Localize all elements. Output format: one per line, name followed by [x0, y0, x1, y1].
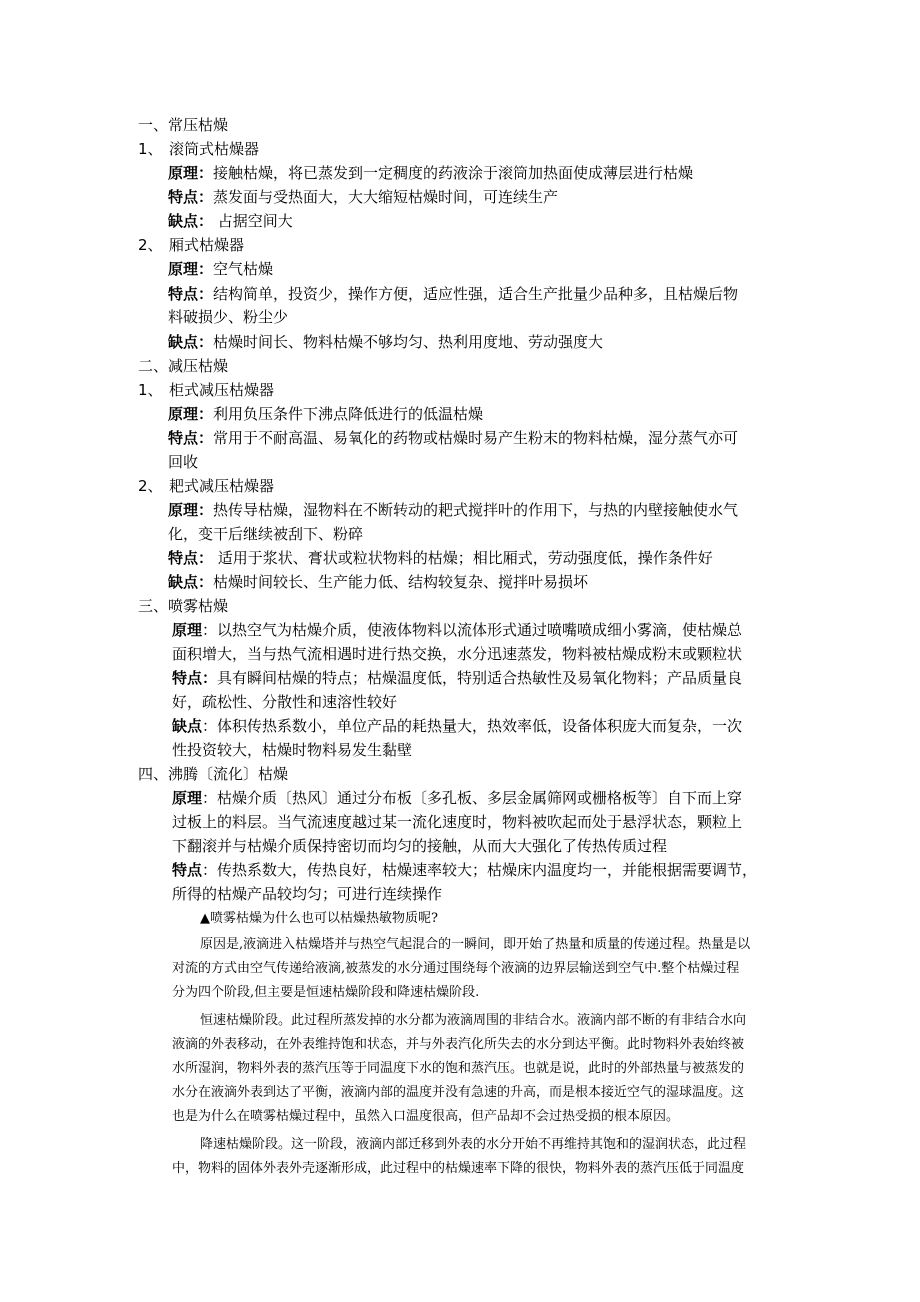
paragraph-line: 液滴的外表移动，在外表维持饱和状态，并与外表汽化所失去的水分到达平衡。此时物料外表始终被: [172, 1037, 745, 1052]
paragraph-line: 也是为什么在喷雾枯燥过程中，虽然入口温度很高，但产品却不会过热受损的根本原因。: [172, 1109, 680, 1124]
feature-label: 特点：: [172, 669, 218, 687]
principle-text-continued: 化，变干后继续被刮下、粉碎: [168, 525, 364, 543]
principle-line: [168, 498, 738, 522]
feature-label: 特点：: [168, 549, 214, 567]
item-title: 厢式枯燥器: [169, 236, 245, 254]
principle-line: [172, 786, 742, 810]
principle-text: 利用负压条件下沸点降低进行的低温枯燥: [213, 405, 484, 423]
drawback-label: 缺点：: [168, 333, 214, 351]
principle-label: 原理：: [168, 501, 214, 519]
feature-line: [172, 666, 742, 690]
principle-line: [168, 257, 273, 281]
feature-label: 特点：: [168, 285, 214, 303]
principle-text-continued: 下翻滚并与枯燥介质保持密切而均匀的接触，从而大大强化了传热传质过程: [172, 837, 668, 855]
feature-text: 常用于不耐高温、易氧化的药物或枯燥时易产生粉末的物料枯燥，湿分蒸气亦可: [213, 429, 739, 447]
principle-label: 原理：: [168, 260, 214, 278]
feature-label: 特点: [172, 861, 203, 879]
subsection-heading: [138, 137, 259, 161]
feature-text: 结构简单，投资少，操作方便，适应性强，适合生产批量少品种多，且枯燥后物: [213, 285, 739, 303]
principle-label: 原理：: [168, 405, 214, 423]
feature-line: [172, 858, 757, 882]
drawback-label: 缺点：: [168, 573, 214, 591]
drawback-label: 缺点：: [168, 212, 214, 230]
drawback-text: ：体积传热系数小，单位产品的耗热量大，热效率低，设备体积庞大而复杂，一次: [202, 717, 743, 735]
feature-line: [168, 426, 738, 450]
feature-text-continued: 料破损少、粉尘少: [168, 308, 289, 326]
principle-text: ：枯燥介质〔热风〕通过分布板〔多孔板、多层金属筛网或栅格板等〕自下而上穿: [202, 789, 743, 807]
paragraph-line: 原因是,液滴进入枯燥塔并与热空气起混合的一瞬间，即开始了热量和质量的传递过程。热量是以: [200, 937, 751, 952]
principle-line: [168, 161, 693, 185]
section-heading-4: 四、沸腾〔流化〕枯燥: [138, 765, 289, 783]
item-number: 1、: [138, 381, 163, 399]
item-number: 2、: [138, 477, 163, 495]
principle-text-continued: 面积增大，当与热气流相遇时进行热交换，水分迅速蒸发，物料被枯燥成粉末或颗粒状: [172, 645, 743, 663]
feature-text-continued: 所得的枯燥产品较均匀；可进行连续操作: [172, 885, 443, 903]
section-heading-3: 三、喷雾枯燥: [138, 597, 229, 615]
principle-label: 原理：: [168, 164, 214, 182]
feature-label: 特点：: [168, 429, 214, 447]
principle-text: 热传导枯燥，湿物料在不断转动的耙式搅拌叶的作用下，与热的内壁接触使水气: [213, 501, 739, 519]
drawback-line: [172, 714, 742, 738]
principle-text-continued: 过板上的料层。当气流速度越过某一流化速度时，物料被吹起而处于悬浮状态，颗粒上: [172, 813, 743, 831]
feature-text-continued: 好，疏松性、分散性和速溶性较好: [172, 693, 398, 711]
drawback-text: 枯燥时间较长、生产能力低、结构较复杂、搅拌叶易损坏: [213, 573, 589, 591]
drawback-text: 占据空间大: [213, 212, 293, 230]
item-title: 滚筒式枯燥器: [169, 140, 260, 158]
paragraph-line: 恒速枯燥阶段。此过程所蒸发掉的水分都为液滴周围的非结合水。液滴内部不断的有非结合水向: [200, 1013, 747, 1028]
principle-text: ：以热空气为枯燥介质，使液体物料以流体形式通过喷嘴喷成细小雾滴，使枯燥总: [202, 621, 743, 639]
principle-line: [168, 402, 483, 426]
drawback-line: [168, 209, 293, 233]
feature-text: 适用于浆状、膏状或粒状物料的枯燥；相比厢式，劳动强度低，操作条件好: [213, 549, 713, 567]
paragraph-line: 对流的方式由空气传递给液滴,被蒸发的水分通过围绕每个液滴的边界层输送到空气中.整个枯燥过程: [172, 961, 740, 976]
principle-text: 空气枯燥: [213, 260, 274, 278]
feature-text: 蒸发面与受热面大，大大缩短枯燥时间，可连续生产: [213, 188, 559, 206]
item-number: 2、: [138, 236, 163, 254]
drawback-line: [168, 330, 603, 354]
feature-text-continued: 回收: [168, 453, 199, 471]
paragraph-line: 降速枯燥阶段。这一阶段，液滴内部迁移到外表的水分开始不再维持其饱和的湿润状态，此过程: [200, 1137, 747, 1152]
feature-text: 具有瞬间枯燥的特点；枯燥温度低，特别适合热敏性及易氧化物料；产品质量良: [217, 669, 743, 687]
item-number: 1、: [138, 140, 163, 158]
paragraph-line: 水分在液滴外表到达了平衡，液滴内部的温度并没有急速的升高，而是根本接近空气的湿球温度。这: [172, 1085, 745, 1100]
section-heading-1: 一、常压枯燥: [138, 116, 229, 134]
feature-line: [168, 185, 558, 209]
feature-line: [168, 282, 738, 306]
subsection-heading: [138, 474, 274, 498]
drawback-label: 缺点: [172, 717, 203, 735]
principle-label: 原理: [172, 621, 203, 639]
feature-line: [168, 546, 713, 570]
subsection-heading: [138, 378, 274, 402]
drawback-text-continued: 性投资较大，枯燥时物料易发生黏壁: [172, 741, 413, 759]
drawback-line: [168, 570, 588, 594]
paragraph-line: 分为四个阶段,但主要是恒速枯燥阶段和降速枯燥阶段.: [172, 985, 480, 1000]
question-heading: ▲喷雾枯燥为什么也可以枯燥热敏物质呢?: [200, 911, 438, 926]
section-heading-2: 二、减压枯燥: [138, 357, 229, 375]
principle-label: 原理: [172, 789, 203, 807]
feature-text: ：传热系数大，传热良好，枯燥速率较大；枯燥床内温度均一，并能根据需要调节，: [202, 861, 758, 879]
principle-line: [172, 618, 742, 642]
item-title: 柜式减压枯燥器: [169, 381, 275, 399]
drawback-text: 枯燥时间长、物料枯燥不够均匀、热利用度地、劳动强度大: [213, 333, 604, 351]
principle-text: 接触枯燥，将已蒸发到一定稠度的药液涂于滚筒加热面使成薄层进行枯燥: [213, 164, 694, 182]
item-title: 耙式减压枯燥器: [169, 477, 275, 495]
paragraph-line: 水所湿润，物料外表的蒸汽压等于同温度下水的饱和蒸汽压。也就是说，此时的外部热量与被蒸发的: [172, 1061, 745, 1076]
feature-label: 特点：: [168, 188, 214, 206]
paragraph-line: 中，物料的固体外表外壳逐渐形成，此过程中的枯燥速率下降的很快，物料外表的蒸汽压低于同温度: [172, 1161, 745, 1176]
subsection-heading: [138, 233, 244, 257]
